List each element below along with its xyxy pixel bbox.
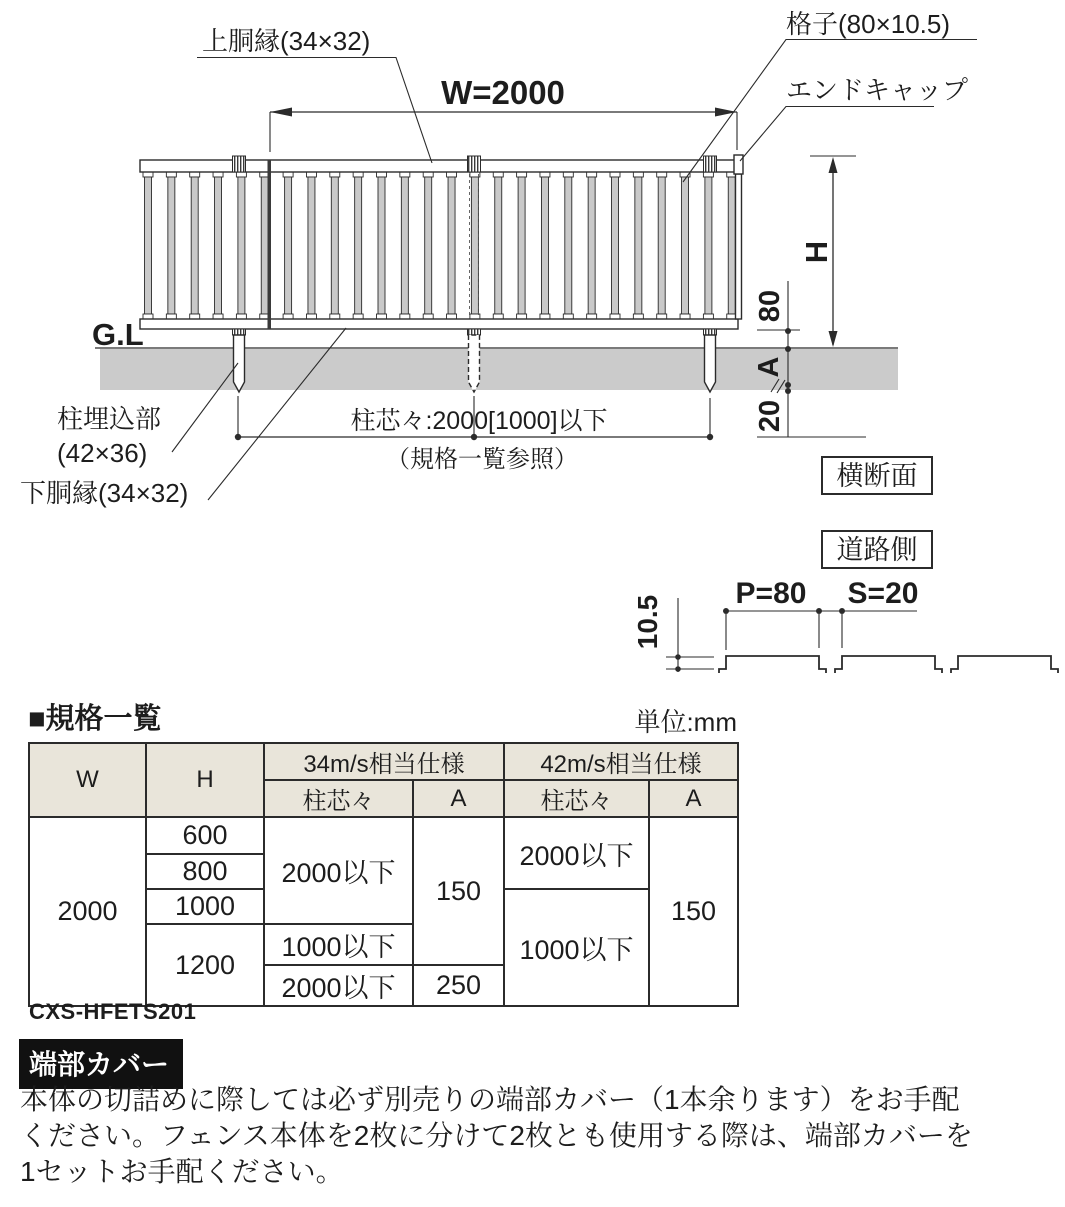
fence-lattice-slats <box>143 172 737 319</box>
dim-10-5-label: 10.5 <box>632 594 663 650</box>
cell-h-600: 600 <box>146 817 264 854</box>
end-cover-note-line2: ください。フェンス本体を2枚に分けて2枚とも使用する際は、端部カバーを <box>20 1120 973 1151</box>
end-cover-heading: 端部カバー <box>19 1039 183 1089</box>
svg-text:エンドキャップ: エンドキャップ <box>786 75 969 105</box>
cell-pitch34-main: 2000以下 <box>264 817 413 924</box>
cross-section-caption <box>822 457 932 494</box>
cell-a34-250: 250 <box>413 965 504 1006</box>
end-cap-label <box>740 75 968 161</box>
svg-text:道路側: 道路側 <box>836 535 918 565</box>
table-row <box>29 817 738 854</box>
end-cover-note-line3: 1セットお手配ください。 <box>20 1156 344 1187</box>
model-code: CXS-HFETS201 <box>29 999 197 1024</box>
cell-pitch34-1200b: 2000以下 <box>264 965 413 1006</box>
end-cap-part <box>734 155 743 174</box>
spec-list-title: ■規格一覧 <box>28 703 162 735</box>
slat-profile-view <box>632 577 1058 673</box>
post-pitch-dimension <box>235 396 713 473</box>
width-dim-label: W=2000 <box>441 74 565 111</box>
col-header-a-42: A <box>649 780 738 817</box>
col-header-spec34: 34m/s相当仕様 <box>264 743 504 780</box>
bottom-rail <box>140 319 738 329</box>
cell-pitch34-1200a: 1000以下 <box>264 924 413 965</box>
cell-a42: 150 <box>649 817 738 1006</box>
col-header-spec42: 42m/s相当仕様 <box>504 743 738 780</box>
dim-a-label: A <box>753 356 785 378</box>
col-header-w: W <box>29 743 146 817</box>
svg-text:格子(80×10.5): 格子(80×10.5) <box>786 9 951 39</box>
cell-h-1000: 1000 <box>146 889 264 924</box>
spec-table-header-row-1 <box>29 743 738 780</box>
spec-table <box>28 742 739 1007</box>
svg-text:(42×36): (42×36) <box>57 438 148 468</box>
col-header-h: H <box>146 743 264 817</box>
col-header-pitch-42: 柱芯々 <box>504 780 649 817</box>
top-rail-label <box>197 26 432 163</box>
dim-s-label: S=20 <box>847 577 919 610</box>
cell-h-1200: 1200 <box>146 924 264 1006</box>
svg-text:横断面: 横断面 <box>836 461 918 491</box>
cell-pitch42-top: 2000以下 <box>504 817 649 889</box>
svg-text:上胴縁(34×32): 上胴縁(34×32) <box>202 26 371 56</box>
col-header-pitch-34: 柱芯々 <box>264 780 413 817</box>
height-dimension <box>799 156 856 347</box>
unit-label: 単位:mm <box>634 707 737 737</box>
panel-end-bar <box>736 174 742 319</box>
ground-line-label: G.L <box>92 317 144 352</box>
dim-80-label: 80 <box>754 289 786 323</box>
top-rail <box>140 160 738 172</box>
road-side-caption <box>822 531 932 568</box>
cell-h-800: 800 <box>146 854 264 889</box>
svg-text:柱埋込部: 柱埋込部 <box>57 404 162 434</box>
col-header-a-34: A <box>413 780 504 817</box>
cell-pitch42-bottom: 1000以下 <box>504 889 649 1006</box>
dim-20-label: 20 <box>754 399 786 433</box>
height-dim-label: H <box>799 240 834 264</box>
end-cover-note <box>20 1082 1050 1190</box>
panel-joint <box>268 160 272 329</box>
post-pitch-note: （規格一覧参照） <box>386 446 578 473</box>
svg-text:下胴縁(34×32): 下胴縁(34×32) <box>20 478 189 508</box>
slat-cross-sections <box>719 656 1058 673</box>
post-pitch-label: 柱芯々:2000[1000]以下 <box>350 407 608 435</box>
width-dimension <box>270 74 737 152</box>
end-cover-note-line1: 本体の切詰めに際しては必ず別売りの端部カバー（1本余ります）をお手配 <box>20 1084 960 1115</box>
cell-w: 2000 <box>29 817 146 1006</box>
dim-p-label: P=80 <box>735 577 807 610</box>
cell-a34-main: 150 <box>413 817 504 965</box>
